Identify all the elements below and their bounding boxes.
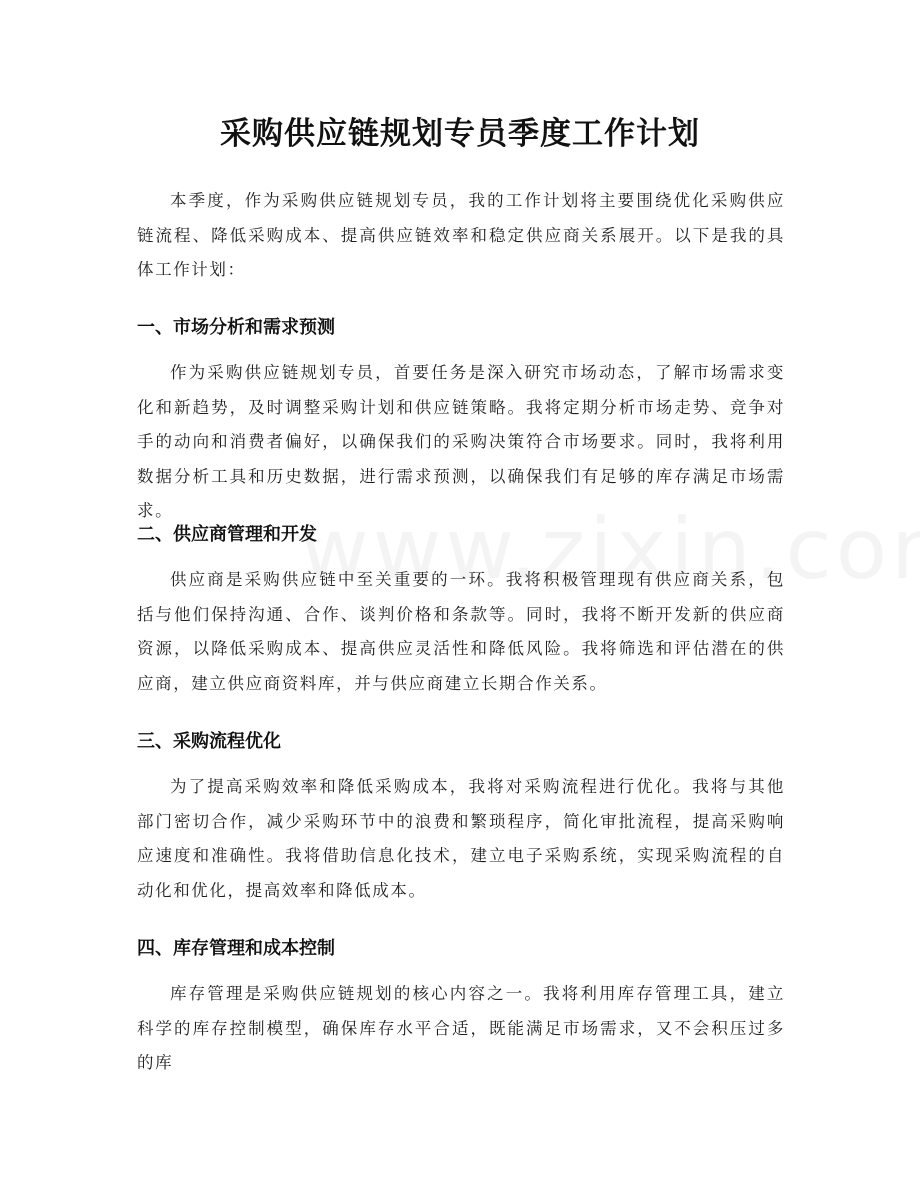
section-body-inventory-cost: 库存管理是采购供应链规划的核心内容之一。我将利用库存管理工具，建立科学的库存控制模型，确保库存水平合适，既能满足市场需求，又不会积压过多的库: [137, 984, 785, 1072]
section-body-process-optimization: 为了提高采购效率和降低采购成本，我将对采购流程进行优化。我将与其他部门密切合作，减少采购环节中的浪费和繁琐程序，简化审批流程，提高采购响应速度和准确性。我将借助信息化技术，建立电子采购系统，实现采购流程的自动化和优化，提高效率和降低成本。: [137, 777, 785, 900]
section-body-market-analysis: 作为采购供应链规划专员，首要任务是深入研究市场动态，了解市场需求变化和新趋势，及时调整采购计划和供应链策略。我将定期分析市场走势、竞争对手的动向和消费者偏好，以确保我们的采购决策符合市场要求。同时，我将利用数据分析工具和历史数据，进行需求预测，以确保我们有足够的库存满足市场需求。: [137, 363, 785, 520]
intro-paragraph: 本季度，作为采购供应链规划专员，我的工作计划将主要围绕优化采购供应链流程、降低采购成本、提高供应链效率和稳定供应商关系展开。以下是我的具体工作计划：: [137, 191, 785, 279]
section-heading-supplier-management: 二、供应商管理和开发: [137, 524, 317, 545]
document-title: 采购供应链规划专员季度工作计划: [220, 116, 700, 152]
section-heading-inventory-cost: 四、库存管理和成本控制: [137, 938, 335, 959]
section-heading-process-optimization: 三、采购流程优化: [137, 731, 281, 752]
section-body-supplier-management: 供应商是采购供应链中至关重要的一环。我将积极管理现有供应商关系，包括与他们保持沟通、合作、谈判价格和条款等。同时，我将不断开发新的供应商资源，以降低采购成本、提高供应灵活性和降低风险。我将筛选和评估潜在的供应商，建立供应商资料库，并与供应商建立长期合作关系。: [137, 570, 785, 693]
section-heading-market-analysis: 一、市场分析和需求预测: [137, 317, 335, 338]
